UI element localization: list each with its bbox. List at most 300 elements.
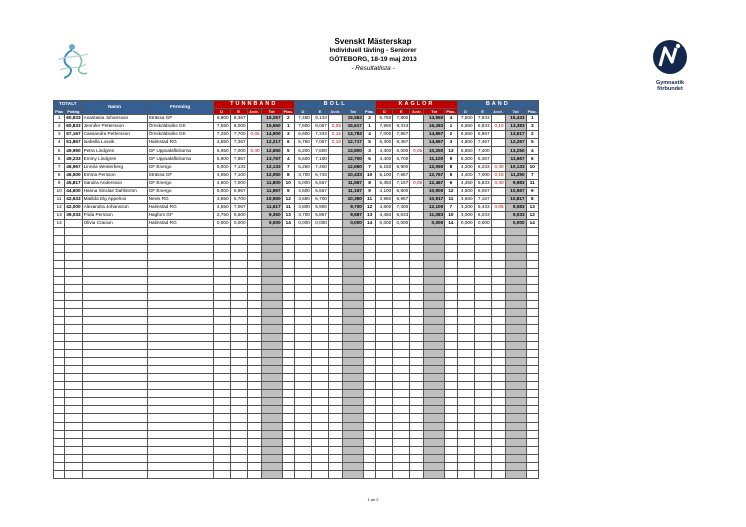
score-tot-cell: 10,250 (424, 147, 445, 155)
score-tot-cell: 0,000 (261, 220, 282, 228)
score-e-cell: 5,867 (311, 212, 328, 220)
empty-row (54, 301, 539, 309)
club-cell: Strässa GF (147, 171, 213, 179)
score-plac-cell: 13 (526, 204, 538, 212)
score-plac-cell: 11 (282, 204, 294, 212)
score-avdr-cell: 0,05 (491, 204, 505, 212)
score-tot-cell: 10,433 (342, 171, 363, 179)
score-d-cell: 5,850 (457, 147, 474, 155)
score-avdr-cell (410, 187, 424, 195)
empty-row (54, 422, 539, 430)
score-e-cell: 6,900 (393, 163, 410, 171)
score-tot-cell: 13,617 (505, 131, 526, 139)
score-d-cell: 3,650 (294, 195, 311, 203)
score-plac-cell: 11 (526, 179, 538, 187)
score-d-cell: 4,800 (376, 204, 393, 212)
score-plac-cell: 7 (363, 163, 375, 171)
score-tot-cell: 9,983 (505, 179, 526, 187)
score-avdr-cell (410, 131, 424, 139)
score-plac-cell: 2 (363, 115, 375, 123)
header-band: BAND (457, 101, 538, 109)
score-plac-cell: 10 (445, 212, 457, 220)
score-d-cell: 5,900 (213, 155, 230, 163)
score-tot-cell: 12,650 (342, 163, 363, 171)
score-avdr-cell (410, 171, 424, 179)
score-avdr-cell (410, 204, 424, 212)
score-avdr-cell (247, 171, 261, 179)
score-plac-cell: 12 (526, 212, 538, 220)
score-avdr-cell (491, 139, 505, 147)
score-d-cell: 5,300 (457, 155, 474, 163)
rank-cell: 12 (54, 204, 65, 212)
rank-cell: 11 (54, 195, 65, 203)
empty-row (54, 438, 539, 446)
score-e-cell: 7,333 (311, 131, 328, 139)
empty-row (54, 293, 539, 301)
score-e-cell: 8,133 (311, 115, 328, 123)
score-d-cell: 7,500 (457, 115, 474, 123)
score-plac-cell: 12 (282, 195, 294, 203)
score-tot-cell: 12,700 (342, 155, 363, 163)
score-tot-cell: 12,050 (424, 163, 445, 171)
score-e-cell: 7,400 (474, 147, 491, 155)
total-score-cell: 60,833 (65, 123, 82, 131)
score-e-cell: 7,933 (474, 115, 491, 123)
score-tot-cell: 16,283 (424, 123, 445, 131)
rank-cell: 13 (54, 212, 65, 220)
total-score-cell: 57,167 (65, 131, 82, 139)
table-row (54, 123, 539, 131)
empty-row (54, 349, 539, 357)
score-avdr-cell (410, 163, 424, 171)
score-tot-cell: 11,967 (261, 187, 282, 195)
header-poang: Poäng (65, 109, 82, 115)
score-d-cell: 4,200 (457, 163, 474, 171)
score-e-cell: 8,067 (311, 123, 328, 131)
score-d-cell: 7,550 (213, 123, 230, 131)
score-e-cell: 6,967 (393, 195, 410, 203)
score-plac-cell: 13 (363, 212, 375, 220)
score-d-cell: 6,200 (294, 147, 311, 155)
score-plac-cell: 3 (363, 147, 375, 155)
gymnast-name-cell: Cassandra Pettersson (82, 131, 147, 139)
score-plac-cell: 3 (526, 123, 538, 131)
score-avdr-cell (491, 187, 505, 195)
score-avdr-cell (247, 212, 261, 220)
rank-cell: 10 (54, 187, 65, 195)
score-avdr-cell: 0,10 (328, 139, 342, 147)
score-avdr-cell (410, 212, 424, 220)
score-d-cell: 3,650 (457, 195, 474, 203)
score-d-cell: 3,200 (457, 204, 474, 212)
rank-cell: 7 (54, 163, 65, 171)
score-plac-cell: 4 (282, 155, 294, 163)
page-number: 1 av 2 (367, 497, 379, 502)
score-tot-cell: 12,217 (261, 139, 282, 147)
subheader-plac: Plac. (283, 108, 293, 114)
score-d-cell: 5,100 (376, 171, 393, 179)
score-plac-cell: 13 (445, 147, 457, 155)
score-tot-cell: 13,767 (261, 155, 282, 163)
score-tot-cell: 15,617 (342, 123, 363, 131)
result-list-title: - Resultatlista - (351, 65, 395, 72)
score-plac-cell: 2 (445, 131, 457, 139)
subheader-d: D (294, 109, 311, 115)
score-plac-cell: 1 (445, 123, 457, 131)
score-d-cell: 5,250 (294, 163, 311, 171)
score-plac-cell: 2 (526, 131, 538, 139)
score-tot-cell: 0,000 (424, 220, 445, 228)
score-tot-cell: 11,567 (342, 179, 363, 187)
club-cell: GF Energo (147, 187, 213, 195)
score-tot-cell: 12,267 (505, 139, 526, 147)
gymnast-name-cell: Isabella Losvik (82, 139, 147, 147)
score-e-cell: 6,633 (393, 212, 410, 220)
empty-row (54, 406, 539, 414)
score-d-cell: 3,700 (294, 171, 311, 179)
score-tot-cell: 10,817 (505, 195, 526, 203)
gymnast-name-cell: Alexandra Johansson (82, 204, 147, 212)
score-avdr-cell (328, 147, 342, 155)
empty-row (54, 382, 539, 390)
score-e-cell: 7,100 (230, 171, 247, 179)
table-row (54, 204, 539, 212)
score-avdr-cell (491, 195, 505, 203)
score-avdr-cell (491, 212, 505, 220)
score-plac-cell: 9 (526, 187, 538, 195)
score-avdr-cell: 0,05 (247, 131, 261, 139)
score-plac-cell: 9 (282, 187, 294, 195)
score-d-cell: 4,400 (457, 171, 474, 179)
table-row (54, 220, 539, 228)
club-cell: GF Uppsalaflickorna (147, 155, 213, 163)
logo-text-line-1: Gymnastik (655, 80, 685, 86)
empty-row (54, 471, 539, 479)
rank-cell: 14 (54, 220, 65, 228)
score-avdr-cell (410, 139, 424, 147)
score-d-cell: 3,850 (213, 195, 230, 203)
score-avdr-cell (328, 220, 342, 228)
score-d-cell: 6,750 (376, 115, 393, 123)
empty-row (54, 252, 539, 260)
subheader-d: D (457, 109, 474, 115)
empty-row (54, 268, 539, 276)
score-avdr-cell (491, 155, 505, 163)
score-tot-cell: 10,567 (505, 187, 526, 195)
empty-row (54, 317, 539, 325)
rank-cell: 1 (54, 115, 65, 123)
club-cell: Halmstad RG (147, 220, 213, 228)
score-plac-cell: 7 (282, 163, 294, 171)
score-d-cell: 4,950 (213, 171, 230, 179)
score-avdr-cell: 0,15 (328, 131, 342, 139)
score-avdr-cell (328, 115, 342, 123)
gymnast-name-cell: Linnéa Westerberg (82, 163, 147, 171)
club-cell: Halmstad RG (147, 204, 213, 212)
score-tot-cell: 15,550 (261, 123, 282, 131)
table-row (54, 139, 539, 147)
empty-row (54, 276, 539, 284)
score-tot-cell: 12,650 (261, 147, 282, 155)
club-cell: Örnsköldsviks GK (147, 131, 213, 139)
score-tot-cell: 13,250 (505, 147, 526, 155)
empty-row (54, 325, 539, 333)
score-plac-cell: 11 (363, 195, 375, 203)
score-plac-cell: 5 (445, 171, 457, 179)
score-plac-cell: 12 (445, 187, 457, 195)
score-plac-cell: 3 (445, 139, 457, 147)
score-d-cell: 3,000 (457, 212, 474, 220)
score-d-cell: 6,650 (457, 131, 474, 139)
score-plac-cell: 5 (526, 139, 538, 147)
score-e-cell: 6,700 (393, 155, 410, 163)
total-score-cell: 44,600 (65, 187, 82, 195)
empty-row (54, 341, 539, 349)
subheader-e: E (393, 109, 410, 115)
empty-row (54, 236, 539, 244)
score-avdr-cell (328, 187, 342, 195)
score-d-cell: 4,550 (213, 204, 230, 212)
score-tot-cell: 9,350 (261, 212, 282, 220)
score-e-cell: 6,233 (474, 163, 491, 171)
score-d-cell: 7,250 (213, 131, 230, 139)
empty-row (54, 398, 539, 406)
subheader-tot: Tot (505, 109, 526, 115)
score-d-cell: 4,100 (376, 187, 393, 195)
score-tot-cell: 9,033 (505, 212, 526, 220)
score-e-cell: 7,700 (230, 131, 247, 139)
subheader-d: D (376, 109, 393, 115)
score-e-cell: 6,967 (474, 131, 491, 139)
score-avdr-cell: 0,15 (491, 171, 505, 179)
score-avdr-cell: 0,30 (247, 147, 261, 155)
subheader-avdr: Avdr. (328, 109, 342, 115)
club-cell: Hagfors GF (147, 212, 213, 220)
score-avdr-cell: 0,05 (410, 179, 424, 187)
empty-row (54, 463, 539, 471)
score-e-cell: 6,700 (230, 195, 247, 203)
score-plac-cell: 11 (445, 195, 457, 203)
subheader-plac: Plac. (446, 108, 456, 114)
score-tot-cell: 11,800 (261, 179, 282, 187)
score-avdr-cell (247, 195, 261, 203)
table-row (54, 171, 539, 179)
score-plac-cell: 14 (526, 220, 538, 228)
score-avdr-cell (491, 131, 505, 139)
score-avdr-cell: 0,30 (491, 179, 505, 187)
subheader-e: E (230, 109, 247, 115)
score-tot-cell: 8,583 (505, 204, 526, 212)
score-plac-cell: 9 (363, 187, 375, 195)
score-d-cell: 4,450 (457, 179, 474, 187)
score-e-cell: 6,600 (230, 212, 247, 220)
total-score-cell: 39,033 (65, 212, 82, 220)
table-row (54, 147, 539, 155)
score-d-cell: 5,350 (376, 179, 393, 187)
total-score-cell: 46,500 (65, 171, 82, 179)
total-score-cell: 60,833 (65, 115, 82, 123)
empty-row (54, 414, 539, 422)
subheader-plac: Plac. (527, 108, 537, 114)
score-plac-cell: 3 (282, 131, 294, 139)
score-tot-cell: 9,567 (342, 212, 363, 220)
score-e-cell: 7,867 (230, 155, 247, 163)
score-d-cell: 3,800 (294, 204, 311, 212)
score-avdr-cell (328, 204, 342, 212)
score-e-cell: 8,367 (230, 115, 247, 123)
table-row (54, 195, 539, 203)
empty-row (54, 454, 539, 462)
score-e-cell: 7,467 (474, 139, 491, 147)
page-subtitle: Individuell tävling - Seniorer (329, 47, 417, 54)
score-tot-cell: 12,767 (424, 171, 445, 179)
score-d-cell: 6,900 (213, 115, 230, 123)
score-d-cell: 3,700 (294, 212, 311, 220)
score-e-cell: 6,833 (474, 123, 491, 131)
score-avdr-cell (410, 195, 424, 203)
gymnast-name-cell: Anastasia Johansson (82, 115, 147, 123)
score-tot-cell: 10,133 (505, 163, 526, 171)
score-d-cell: 4,500 (457, 187, 474, 195)
score-d-cell: 5,600 (294, 155, 311, 163)
score-avdr-cell (410, 115, 424, 123)
score-plac-cell: 2 (282, 115, 294, 123)
score-e-cell: 0,000 (311, 220, 328, 228)
score-avdr-cell (410, 123, 424, 131)
score-avdr-cell: 0,10 (491, 123, 505, 131)
table-row (54, 179, 539, 187)
score-e-cell: 5,900 (311, 204, 328, 212)
score-e-cell: 7,100 (311, 155, 328, 163)
gymnast-name-cell: Olivia Craciun (82, 220, 147, 228)
club-cell: Halmstad RG (147, 139, 213, 147)
score-tot-cell: 15,267 (261, 115, 282, 123)
score-d-cell: 6,650 (457, 123, 474, 131)
score-plac-cell: 13 (282, 212, 294, 220)
score-avdr-cell (247, 163, 261, 171)
gymnast-name-cell: Frida Persson (82, 212, 147, 220)
score-e-cell: 8,367 (393, 139, 410, 147)
score-e-cell: 7,667 (393, 171, 410, 179)
score-d-cell: 4,400 (376, 155, 393, 163)
score-e-cell: 7,067 (311, 139, 328, 147)
score-d-cell: 0,000 (294, 220, 311, 228)
score-tot-cell: 11,617 (261, 204, 282, 212)
results-table (53, 100, 539, 479)
score-e-cell: 6,700 (311, 195, 328, 203)
score-plac-cell: 8 (363, 179, 375, 187)
score-e-cell: 7,300 (393, 204, 410, 212)
total-score-cell: 46,967 (65, 163, 82, 171)
score-plac-cell: 8 (526, 195, 538, 203)
total-score-cell: 49,950 (65, 147, 82, 155)
score-d-cell: 4,800 (213, 179, 230, 187)
score-tot-cell: 11,100 (424, 155, 445, 163)
club-cell: GF Energo (147, 163, 213, 171)
score-d-cell: 2,750 (213, 212, 230, 220)
score-plac-cell: 1 (282, 123, 294, 131)
gymnast-name-cell: Petra Lindgren (82, 147, 147, 155)
score-plac-cell: 4 (445, 115, 457, 123)
table-row (54, 212, 539, 220)
empty-row (54, 390, 539, 398)
score-avdr-cell (410, 155, 424, 163)
score-d-cell: 7,600 (294, 123, 311, 131)
score-d-cell: 4,850 (213, 139, 230, 147)
table-row (54, 187, 539, 195)
total-score-cell: 45,817 (65, 179, 82, 187)
total-score-cell: 42,633 (65, 195, 82, 203)
empty-row (54, 430, 539, 438)
score-plac-cell: 10 (363, 171, 375, 179)
score-plac-cell: 14 (363, 220, 375, 228)
score-e-cell: 7,133 (230, 163, 247, 171)
score-avdr-cell (247, 204, 261, 212)
score-e-cell: 7,800 (393, 115, 410, 123)
empty-row (54, 244, 539, 252)
total-score-cell: 51,867 (65, 139, 82, 147)
club-cell: Strässa GF (147, 115, 213, 123)
score-e-cell: 7,000 (230, 179, 247, 187)
score-avdr-cell: 0,05 (328, 123, 342, 131)
empty-row (54, 284, 539, 292)
club-cell: Nevis RG (147, 195, 213, 203)
empty-row (54, 309, 539, 317)
score-tot-cell: 13,800 (342, 147, 363, 155)
header-kaglor: KÄGLOR (376, 101, 457, 109)
club-cell: GF Energo (147, 179, 213, 187)
empty-row (54, 260, 539, 268)
score-d-cell: 5,150 (376, 163, 393, 171)
score-tot-cell: 11,667 (505, 155, 526, 163)
score-d-cell: 5,750 (294, 139, 311, 147)
score-d-cell: 7,000 (376, 131, 393, 139)
score-avdr-cell (328, 171, 342, 179)
score-d-cell: 4,600 (294, 187, 311, 195)
score-d-cell: 5,000 (213, 163, 230, 171)
score-avdr-cell (328, 212, 342, 220)
score-tot-cell: 13,783 (342, 131, 363, 139)
score-avdr-cell (247, 155, 261, 163)
score-avdr-cell (247, 123, 261, 131)
subheader-avdr: Avdr. (491, 109, 505, 115)
subheader-d: D (213, 109, 230, 115)
score-plac-cell: 6 (282, 139, 294, 147)
score-tot-cell: 10,900 (424, 187, 445, 195)
score-e-cell: 7,867 (393, 131, 410, 139)
score-d-cell: 5,000 (213, 187, 230, 195)
score-e-cell: 5,433 (474, 204, 491, 212)
club-cell: GF Uppsalaflickorna (147, 147, 213, 155)
score-plac-cell: 8 (282, 171, 294, 179)
score-e-cell: 7,400 (311, 163, 328, 171)
score-tot-cell: 11,250 (505, 171, 526, 179)
score-avdr-cell (247, 115, 261, 123)
score-tot-cell: 10,917 (424, 195, 445, 203)
score-d-cell: 4,300 (376, 147, 393, 155)
score-tot-cell: 0,000 (505, 220, 526, 228)
rank-cell: 5 (54, 147, 65, 155)
header-tunnband: TUNNBAND (213, 101, 294, 109)
score-tot-cell: 15,433 (505, 115, 526, 123)
score-e-cell: 0,000 (393, 220, 410, 228)
score-d-cell: 5,950 (213, 147, 230, 155)
score-plac-cell: 8 (445, 163, 457, 171)
rank-cell: 9 (54, 179, 65, 187)
header-totalt: TOTALT (54, 101, 83, 109)
subheader-tot: Tot (424, 109, 445, 115)
subheader-tot: Tot (342, 109, 363, 115)
